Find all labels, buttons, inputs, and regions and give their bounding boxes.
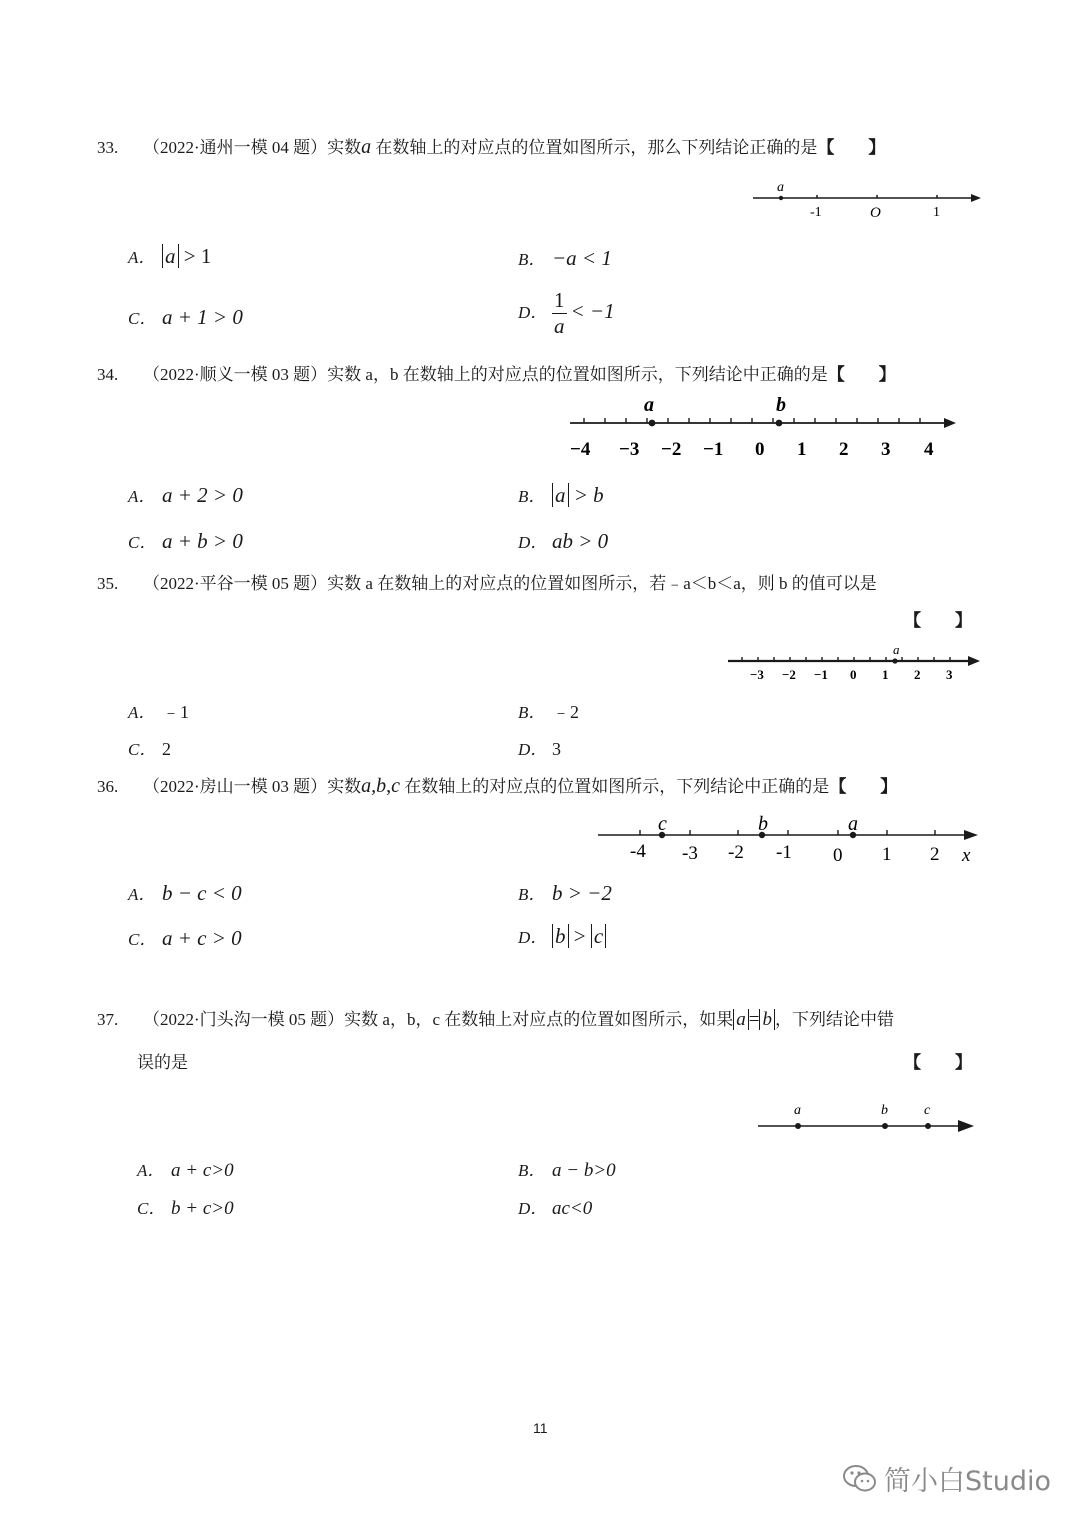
stem-text: 在数轴上的对应点的位置如图所示，下列结论中正确的是 [404, 777, 830, 796]
point-a [892, 658, 897, 663]
question-number: 35. [97, 574, 119, 593]
stem-text: ，下列结论中错 [774, 1010, 894, 1029]
svg-text:1: 1 [882, 844, 892, 865]
svg-text:−3: −3 [750, 667, 764, 682]
label-c: c [658, 813, 667, 835]
origin-label: O [870, 205, 881, 221]
option-33-D [518, 290, 615, 337]
question-35-stem [97, 569, 877, 594]
number-line-33 [745, 175, 990, 225]
answer-bracket: 【 】 [829, 777, 898, 796]
option-text: > b [573, 483, 604, 507]
abs-value: c [591, 924, 606, 948]
fraction-denominator: a [554, 314, 565, 338]
question-number: 34. [97, 365, 119, 384]
option-37-C [137, 1194, 234, 1220]
option-letter: D． [518, 303, 548, 323]
point-b [776, 420, 783, 427]
abs-value: b [552, 924, 569, 948]
svg-text:−2: −2 [782, 667, 796, 682]
question-number: 36. [97, 777, 119, 796]
svg-text:2: 2 [930, 844, 940, 865]
svg-text:0: 0 [833, 845, 843, 866]
option-33-B [518, 245, 612, 271]
option-36-D [518, 923, 606, 949]
option-letter: C． [128, 309, 157, 328]
svg-text:0: 0 [850, 667, 857, 682]
svg-text:1: 1 [797, 439, 807, 460]
svg-text:-2: -2 [728, 842, 744, 863]
label-a: a [893, 642, 900, 657]
option-letter: B． [518, 1161, 546, 1180]
stem-text: （2022·通州一模 04 题）实数 [143, 138, 362, 157]
svg-text:−1: −1 [814, 667, 828, 682]
wechat-icon [842, 1463, 878, 1495]
option-text: ﹣1 [162, 702, 189, 722]
svg-text:−3: −3 [619, 439, 640, 460]
svg-text:-1: -1 [776, 842, 792, 863]
option-letter: A． [128, 248, 156, 267]
option-text: −a < 1 [552, 246, 612, 270]
option-letter: B． [518, 487, 546, 506]
label-c: c [924, 1103, 931, 1118]
stem-variables: a,b,c [361, 775, 401, 797]
svg-text:-4: -4 [630, 841, 646, 862]
number-line-34 [560, 390, 970, 465]
option-text: 2 [162, 739, 171, 759]
question-36-stem [97, 772, 897, 798]
question-37-stem [97, 1005, 894, 1031]
svg-text:2: 2 [839, 439, 849, 460]
option-35-A [128, 698, 189, 724]
option-letter: A． [128, 703, 156, 722]
option-letter: B． [518, 885, 546, 904]
option-text: a + b > 0 [162, 529, 243, 553]
stem-text-line2: 误的是 [137, 1053, 188, 1072]
option-text: a + 2 > 0 [162, 483, 243, 507]
answer-bracket: 【 】 [817, 138, 886, 157]
point-c [925, 1123, 931, 1129]
option-letter: D． [518, 928, 548, 947]
question-33-stem [97, 133, 885, 159]
option-text: ab > 0 [552, 529, 609, 553]
stem-text: 在数轴上的对应点的位置如图所示，那么下列结论正确的是 [375, 138, 818, 157]
option-letter: C． [137, 1199, 166, 1218]
abs-value: a [733, 1009, 749, 1030]
option-letter: A． [128, 885, 156, 904]
answer-bracket: 【 】 [904, 1053, 972, 1072]
operator: = [748, 1009, 760, 1030]
axis-arrow [968, 656, 980, 666]
tick-label: -1 [810, 205, 822, 220]
option-34-C [128, 528, 243, 554]
label-b: b [776, 394, 786, 416]
svg-text:-3: -3 [682, 843, 698, 864]
option-34-A [128, 482, 243, 508]
axis-arrow [958, 1120, 974, 1132]
number-line-37 [750, 1098, 980, 1138]
option-35-C [128, 735, 171, 760]
label-a: a [848, 813, 858, 835]
watermark-text: 简小白Studio [884, 1466, 1051, 1497]
option-34-B [518, 482, 604, 508]
option-33-C [128, 304, 243, 330]
option-text: a + c>0 [171, 1160, 234, 1181]
option-text: ac<0 [552, 1198, 593, 1219]
abs-value: b [759, 1009, 775, 1030]
svg-text:−4: −4 [570, 439, 591, 460]
option-36-A [128, 880, 242, 906]
axis-label-x: x [962, 845, 971, 866]
label-b: b [881, 1103, 888, 1118]
option-letter: D． [518, 1199, 548, 1218]
stem-text: （2022·平谷一模 05 题）实数 a 在数轴上的对应点的位置如图所示，若﹣a＜b＜a，则 b 的值可以是 [143, 574, 877, 593]
option-text: < −1 [570, 299, 615, 324]
option-text: b − c < 0 [162, 881, 242, 905]
abs-value: a [162, 244, 179, 268]
point-a [649, 420, 656, 427]
option-letter: C． [128, 533, 157, 552]
option-letter: A． [128, 487, 156, 506]
svg-text:0: 0 [755, 439, 765, 460]
svg-text:3: 3 [946, 667, 953, 682]
option-37-B [518, 1156, 616, 1182]
svg-text:−2: −2 [661, 439, 682, 460]
tick-labels [570, 439, 934, 460]
question-number: 37. [97, 1010, 119, 1029]
point-a [795, 1123, 801, 1129]
page-number: 11 [533, 1420, 548, 1436]
option-text: b + c>0 [171, 1198, 234, 1219]
option-text: b > −2 [552, 881, 612, 905]
watermark [842, 1459, 1051, 1498]
tick-labels [630, 841, 940, 866]
option-text: 3 [552, 739, 561, 759]
option-33-A [128, 243, 211, 269]
number-line-36 [590, 810, 985, 870]
option-36-C [128, 925, 242, 951]
option-text: > 1 [183, 244, 212, 268]
option-text: a − b>0 [552, 1160, 616, 1181]
point-b [882, 1123, 888, 1129]
answer-bracket: 【 】 [827, 365, 896, 384]
svg-text:4: 4 [924, 439, 934, 460]
option-35-D [518, 735, 561, 760]
option-letter: D． [518, 740, 548, 759]
option-37-D [518, 1194, 592, 1220]
answer-bracket: 【 】 [904, 611, 972, 630]
svg-text:3: 3 [881, 439, 891, 460]
number-line-35 [720, 640, 990, 685]
option-letter: D． [518, 533, 548, 552]
axis-arrow [971, 194, 981, 202]
option-letter: C． [128, 930, 157, 949]
stem-text: （2022·房山一模 03 题）实数 [143, 777, 362, 796]
option-letter: A． [137, 1161, 165, 1180]
option-34-D [518, 528, 608, 554]
operator: > [573, 924, 586, 948]
label-b: b [758, 813, 768, 835]
option-letter: B． [518, 250, 546, 269]
svg-text:−1: −1 [703, 439, 724, 460]
option-letter: B． [518, 703, 546, 722]
label-a: a [777, 180, 784, 195]
option-letter: C． [128, 740, 157, 759]
fraction-numerator: 1 [554, 288, 565, 312]
question-34-stem [97, 360, 896, 385]
axis-arrow [964, 830, 978, 840]
option-text: a + c > 0 [162, 926, 242, 950]
label-a: a [644, 394, 654, 416]
tick-labels [750, 667, 953, 682]
option-text: ﹣2 [552, 702, 579, 722]
label-a: a [794, 1103, 801, 1118]
abs-value: a [552, 483, 569, 507]
option-37-A [137, 1156, 234, 1182]
option-text: a + 1 > 0 [162, 305, 243, 329]
point-a [779, 196, 783, 200]
stem-text: （2022·顺义一模 03 题）实数 a，b 在数轴上的对应点的位置如图所示，下列结论中正确的是 [143, 365, 828, 384]
svg-text:1: 1 [882, 667, 889, 682]
question-number: 33. [97, 138, 119, 157]
svg-text:2: 2 [914, 667, 921, 682]
option-35-B [518, 698, 579, 724]
stem-text: （2022·门头沟一模 05 题）实数 a，b，c 在数轴上对应点的位置如图所示，如果 [143, 1010, 734, 1029]
axis-arrow [944, 418, 956, 428]
option-36-B [518, 880, 612, 906]
stem-variable: a [361, 136, 372, 158]
tick-label: 1 [933, 205, 940, 220]
